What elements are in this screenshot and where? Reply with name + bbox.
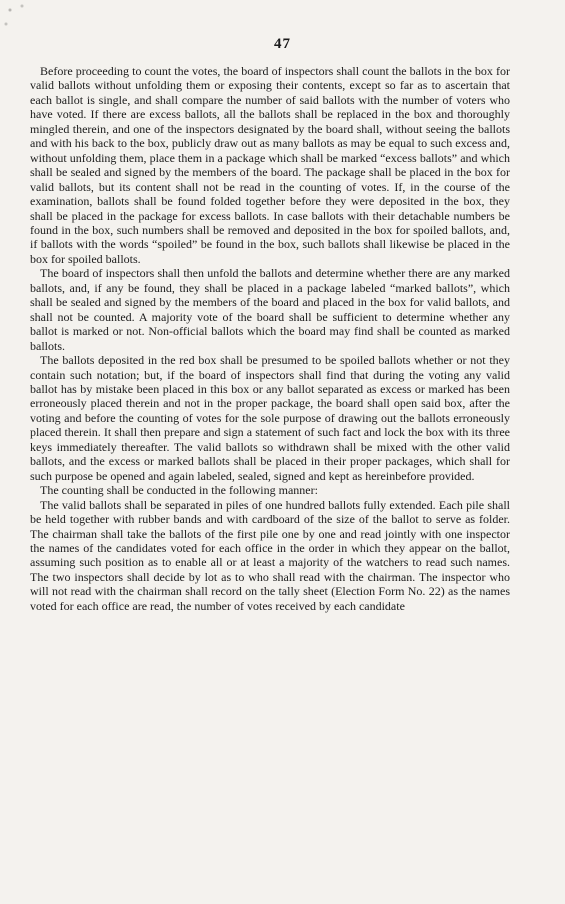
page-number: 47 — [274, 36, 291, 52]
scan-speckle — [0, 0, 40, 40]
paragraph-counting-manner: The counting shall be conducted in the following manner: — [40, 483, 318, 498]
paragraph-counting-ballots: Before proceeding to count the votes, the board of inspectors shall count the ballots in the box for valid ballots without unfolding them or exposing their contents, except so far as to ascertain that each ballot is single, and shall compare the number of said ballots with the number of voters who have voted. If there are excess ballots, all the ballots shall be replaced in the box and thoroughly mingled therein, and one of the inspectors designated by the board shall, without seeing the ballots and with his back to the box, publicly draw out as many ballots as may be equal to such excess and, without unfolding them, place them in a package which shall be marked “excess ballots” and which shall be sealed and signed by the members of the board. The package shall be placed in the box for valid ballots, but its content shall not be read in the counting of votes. If, in the course of the examination, ballots shall be found folded together before they were deposited in the box, they shall be placed in the package for excess ballots. In case ballots with their detachable numbers be found in the box, such numbers shall be removed and deposited in the box for spoiled ballots, and, if ballots with the words “spoiled” be found in the box, such ballots shall likewise be placed in the box for spoiled ballots. — [30, 64, 510, 266]
body-text — [30, 64, 510, 613]
paragraph-red-box: The ballots deposited in the red box shall be presumed to be spoiled ballots whether or not they contain such notation; but, if the board of inspectors shall find that during the voting any valid ballot has by mistake been placed in this box or any ballot separated as excess or marked has been erroneously placed therein and not in the proper package, the board shall open said box, after the voting and before the counting of votes for the sole purpose of drawing out the ballots erroneously placed therein. It shall then prepare and sign a statement of such fact and lock the box with its three keys immediately thereafter. The valid ballots so withdrawn shall be mixed with the other valid ballots, and the excess or marked ballots shall be placed in their proper packages, which shall for such purpose be opened and again labeled, sealed, signed and kept as hereinbefore provided. — [30, 353, 510, 483]
paragraph-valid-ballots: The valid ballots shall be separated in piles of one hundred ballots fully extended. Each pile shall be held together with rubber bands and with cardboard of the size of the ballot to serve as folder. The chairman shall take the ballots of the first pile one by one and read jointly with one inspector the names of the candidates voted for each office in the order in which they appear on the ballot, assuming such position as to enable all or at least a majority of the watchers to read such names. The two inspectors shall decide by lot as to who shall read with the chairman. The inspector who will not read with the chairman shall record on the tally sheet (Election Form No. 22) as the names voted for each office are read, the number of votes received by each candidate — [30, 497, 510, 613]
paragraph-marked-ballots: The board of inspectors shall then unfold the ballots and determine whether there are any marked ballots, and, if any be found, they shall be placed in a package labeled “marked ballots”, which shall be sealed and signed by the members of the board and placed in the box for valid ballots, and shall not be counted. A majority vote of the board shall be sufficient to determine whether any ballot is marked or not. Non-official ballots which the board may find shall be counted as marked ballots. — [30, 266, 510, 353]
